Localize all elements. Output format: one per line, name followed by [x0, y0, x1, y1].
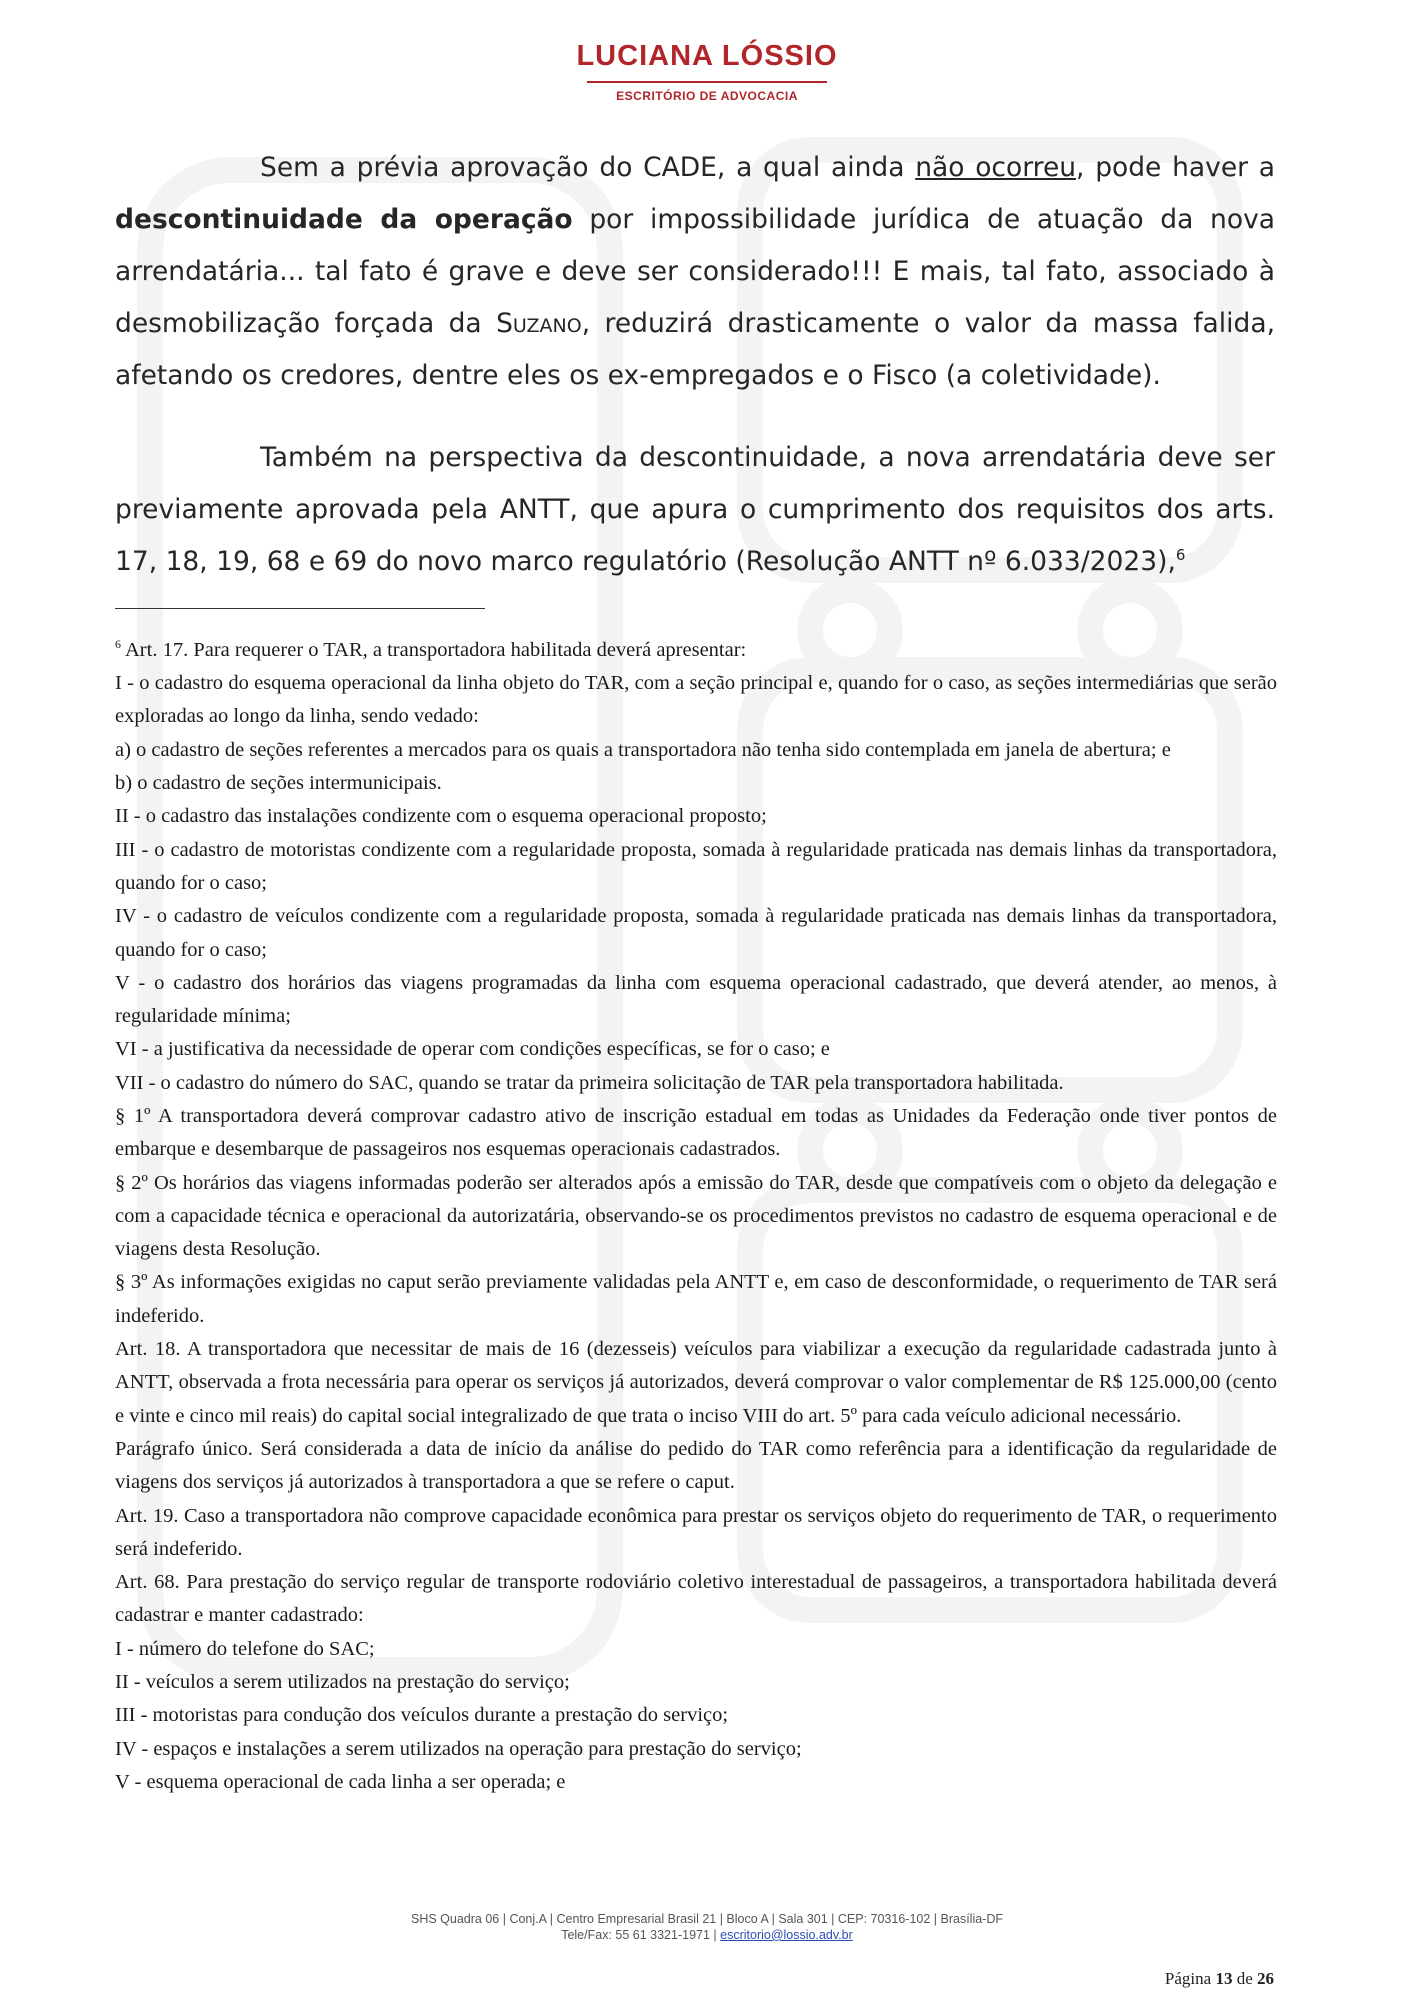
firm-subtitle: ESCRITÓRIO DE ADVOCACIA	[616, 89, 798, 103]
footnote-line	[115, 1733, 1277, 1766]
footnote-line-text: II - o cadastro das instalações condizente com o esquema operacional proposto;	[115, 805, 767, 828]
p2-text: Também na perspectiva da descontinuidade, a nova arrendatária deve ser previamente aprovada pela ANTT, que apura o cumprimento dos requisitos dos arts. 17, 18, 19, 68 e 69 do novo marco regulatório (Resolução ANTT nº 6.033/2023),	[115, 442, 1275, 577]
paragraph-1	[115, 142, 1275, 402]
footnote-line	[115, 967, 1277, 1034]
footnote-line	[115, 1167, 1277, 1267]
page-current: 13	[1215, 1969, 1233, 1988]
footnote-line-text: III - motoristas para condução dos veículos durante a prestação do serviço;	[115, 1704, 729, 1727]
footnote-line-text: a) o cadastro de seções referentes a mercados para os quais a transportadora não tenha sido contemplada em janela de abertura; e	[115, 738, 1171, 761]
page-label: Página	[1164, 1969, 1212, 1988]
footnote-line	[115, 834, 1277, 901]
footnote-line-text: VI - a justificativa da necessidade de operar com condições específicas, se for o caso; e	[115, 1038, 830, 1061]
letterhead-divider	[587, 81, 827, 83]
footnote-line	[115, 667, 1277, 734]
letterhead	[0, 40, 1414, 103]
p1-company-name: Suzano	[496, 308, 582, 339]
footnote-number: 6	[115, 637, 121, 651]
footnote-line	[115, 800, 1277, 833]
footnote-line-text: IV - espaços e instalações a serem utilizados na operação para prestação do serviço;	[115, 1737, 802, 1760]
footnote-line	[115, 1100, 1277, 1167]
p1-bold-text: descontinuidade da operação	[115, 204, 573, 235]
p1-text-c: por impossibilidade jurídica de atuação da nova arrendatária... tal fato é grave e deve ser considerado!!! E mais, tal fato, associado à desmobilização forçada da	[115, 204, 1275, 339]
footnote-line	[115, 1666, 1277, 1699]
footnote-line	[115, 1500, 1277, 1567]
footnote-line	[115, 1067, 1277, 1100]
footnote-line	[115, 1333, 1277, 1433]
footnote-line-text: Art. 18. A transportadora que necessitar de mais de 16 (dezesseis) veículos para viabilizar a execução da regularidade cadastrada junto à ANTT, observada a frota necessária para operar os serviços já autorizados, deverá comprovar o valor complementar de R$ 125.000,00 (cento e vinte e cinco mil reais) do capital social integralizado de que trata o inciso VIII do art. 5º para cada veículo adicional necessário.	[115, 1338, 1277, 1427]
footnote-line	[115, 767, 1277, 800]
footnote-line	[115, 1266, 1277, 1333]
footnote-line-text: II - veículos a serem utilizados na prestação do serviço;	[115, 1671, 570, 1694]
p1-underlined-text: não ocorreu	[915, 152, 1077, 183]
footnote-line-text: III - o cadastro de motoristas condizente com a regularidade proposta, somada à regularidade praticada nas demais linhas da transportadora, quando for o caso;	[115, 838, 1277, 894]
footnote-separator	[115, 608, 485, 609]
footnote-line-text: Parágrafo único. Será considerada a data de início da análise do pedido do TAR como referência para a identificação da regularidade de viagens dos serviços já autorizados à transportadora a que se refere o caput.	[115, 1437, 1277, 1494]
paragraph-2	[115, 432, 1275, 588]
footnote-line-text: V - o cadastro dos horários das viagens programadas da linha com esquema operacional cadastrado, que deverá atender, ao menos, à regularidade mínima;	[115, 971, 1277, 1028]
footnote-line-text: Art. 17. Para requerer o TAR, a transportadora habilitada deverá apresentar:	[121, 638, 747, 661]
p1-text-a: Sem a prévia aprovação do CADE, a qual ainda	[260, 152, 916, 183]
footnote-reference[interactable]: 6	[1175, 546, 1186, 565]
footer-phone: Tele/Fax: 55 61 3321-1971 |	[561, 1928, 721, 1942]
footnote-line-text: Art. 68. Para prestação do serviço regular de transporte rodoviário coletivo interestadual de passageiros, a transportadora habilitada deverá cadastrar e manter cadastrado:	[115, 1571, 1277, 1627]
p1-text-d: , reduzirá drasticamente o valor da massa falida, afetando os credores, dentre eles os ex-empregados e o Fisco (a coletividade).	[115, 308, 1275, 391]
footnote-line-text: § 3º As informações exigidas no caput serão previamente validadas pela ANTT e, em caso de desconformidade, o requerimento de TAR será indeferido.	[115, 1271, 1277, 1327]
footnote-line-text: IV - o cadastro de veículos condizente com a regularidade proposta, somada à regularidade praticada nas demais linhas da transportadora, quando for o caso;	[115, 905, 1277, 961]
body-text	[115, 142, 1275, 618]
page-number	[1165, 1969, 1274, 1989]
footnote	[115, 628, 1277, 1799]
footnote-line	[115, 900, 1277, 967]
footnote-line-text: VII - o cadastro do número do SAC, quando se tratar da primeira solicitação de TAR pela transportadora habilitada.	[115, 1071, 1064, 1094]
footer-email-link[interactable]: escritorio@lossio.adv.br	[720, 1928, 853, 1942]
footnote-line	[115, 1433, 1277, 1500]
p1-text-b: , pode haver a	[1076, 152, 1275, 183]
footnote-line	[115, 1033, 1277, 1066]
firm-name: LUCIANA LÓSSIO	[576, 40, 838, 72]
page-of: de	[1236, 1969, 1253, 1988]
footer	[0, 1911, 1414, 1943]
footnote-line	[115, 1766, 1277, 1799]
footnote-line	[115, 1699, 1277, 1732]
footnote-line	[115, 1633, 1277, 1666]
page-total: 26	[1257, 1969, 1274, 1988]
footnote-line-text: V - esquema operacional de cada linha a ser operada; e	[115, 1770, 566, 1793]
footer-address: SHS Quadra 06 | Conj.A | Centro Empresarial Brasil 21 | Bloco A | Sala 301 | CEP: 70316-102 | Brasília-DF	[411, 1912, 1003, 1926]
footnote-line	[115, 628, 1277, 667]
footer-contact	[0, 1927, 1414, 1943]
footnote-line	[115, 1566, 1277, 1633]
footnote-line-text: § 2º Os horários das viagens informadas poderão ser alterados após a emissão do TAR, desde que compatíveis com o objeto da delegação e com a capacidade técnica e operacional da autorizatária, observando-se os procedimentos previstos no cadastro de esquema operacional e de viagens desta Resolução.	[115, 1171, 1277, 1261]
footnote-line-text: Art. 19. Caso a transportadora não comprove capacidade econômica para prestar os serviços objeto do requerimento de TAR, o requerimento será indeferido.	[115, 1504, 1277, 1560]
footnote-line-text: I - número do telefone do SAC;	[115, 1637, 375, 1660]
footnote-line-text: § 1º A transportadora deverá comprovar cadastro ativo de inscrição estadual em todas as Unidades da Federação onde tiver pontos de embarque e desembarque de passageiros nos esquemas operacionais cadastrados.	[115, 1104, 1277, 1161]
footnote-line-text: b) o cadastro de seções intermunicipais.	[115, 772, 442, 795]
footnote-line-text: I - o cadastro do esquema operacional da linha objeto do TAR, com a seção principal e, quando for o caso, as seções intermediárias que serão exploradas ao longo da linha, sendo vedado:	[115, 672, 1277, 728]
footnote-line	[115, 734, 1277, 767]
